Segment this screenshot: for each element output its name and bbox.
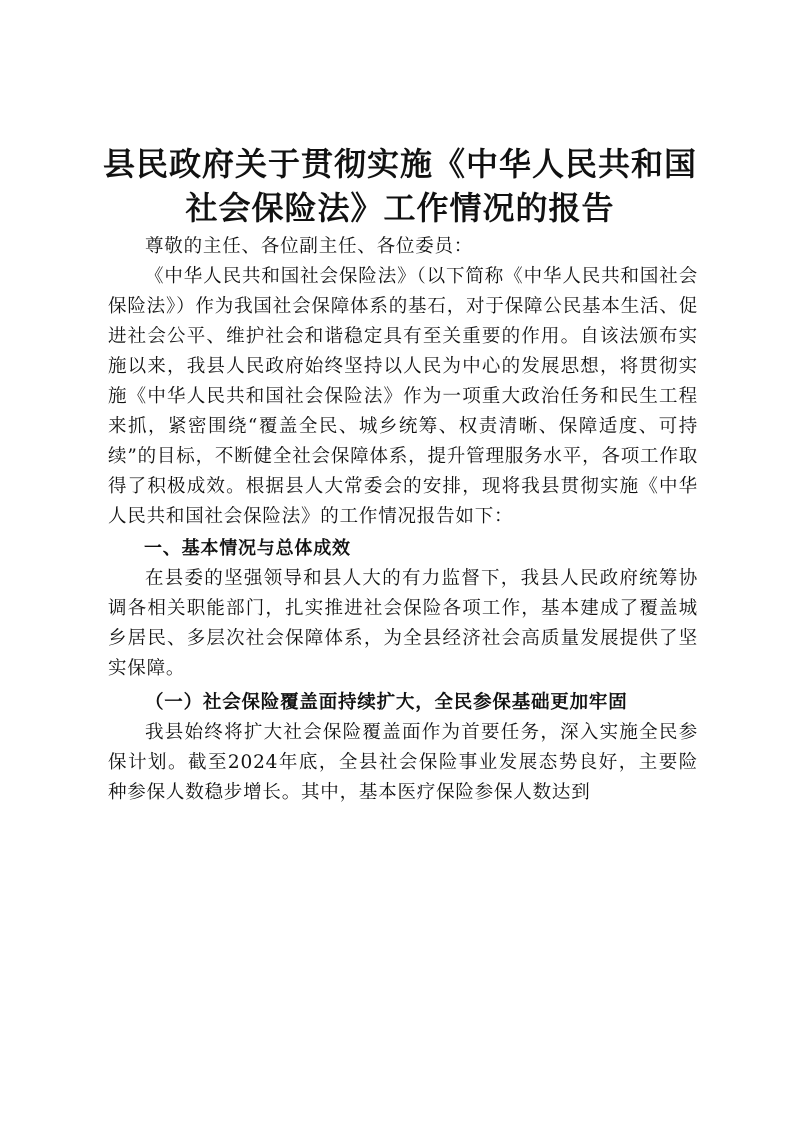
section-paragraph: 在县委的坚强领导和县人大的有力监督下，我县人民政府统筹协调各相关职能部门，扎实推进社会保险各项工作，基本建成了覆盖城乡居民、多层次社会保障体系，为全县经济社会高质量发展提供了坚实保障。	[108, 568, 698, 679]
salutation: 尊敬的主任、各位副主任、各位委员：	[145, 236, 474, 257]
intro-paragraph: 《中华人民共和国社会保险法》（以下简称《中华人民共和国社会保险法》）作为我国社会保障体系的基石，对于保障公民基本生活、促进社会公平、维护社会和谐稳定具有至关重要的作用。自该法颁布实施以来，我县人民政府始终坚持以人民为中心的发展思想，将贯彻实施《中华人民共和国社会保险法》作为一项重大政治任务和民生工程来抓，紧密围绕“覆盖全民、城乡统筹、权责清晰、保障适度、可持续”的目标，不断健全社会保障体系，提升管理服务水平，各项工作取得了积极成效。根据县人大常委会的安排，现将我县贯彻实施《中华人民共和国社会保险法》的工作情况报告如下：	[108, 266, 698, 527]
document-body	[108, 232, 698, 808]
section-heading: 一、基本情况与总体成效	[144, 538, 351, 559]
subsection-heading: （一）社会保险覆盖面持续扩大，全民参保基础更加牢固	[145, 692, 628, 713]
subsection-paragraph: 我县始终将扩大社会保险覆盖面作为首要任务，深入实施全民参保计划。截至2024年底，全县社会保险事业发展态势良好，主要险种参保人数稳步增长。其中，基本医疗保险参保人数达到	[108, 722, 698, 803]
document-title: 县民政府关于贯彻实施《中华人民共和国社会保险法》工作情况的报告	[102, 145, 697, 227]
